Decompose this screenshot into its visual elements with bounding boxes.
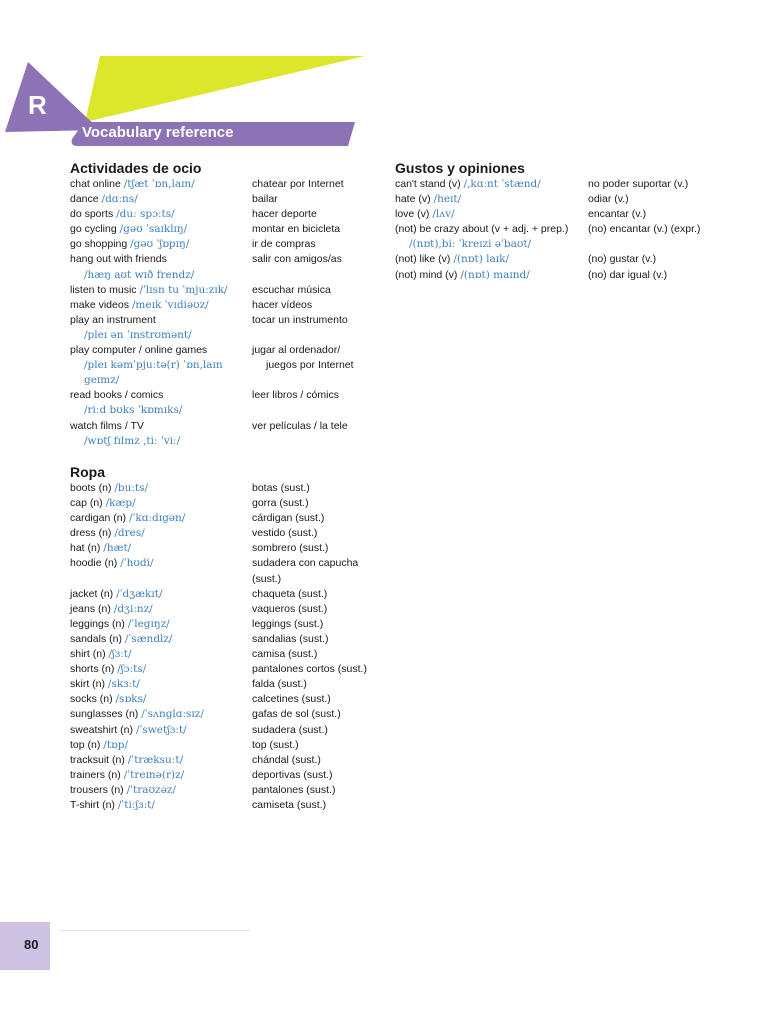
list-item: jeans (n) /dʒiːnz/ vaqueros (sust.) <box>70 602 328 615</box>
list-item: hang out with friends salir con amigos/as <box>70 253 342 266</box>
list-item: skirt (n) /skɜːt/ falda (sust.) <box>70 678 307 691</box>
list-item: play computer / online games jugar al ordenador/ <box>70 344 341 357</box>
badge-letter: R <box>28 90 47 120</box>
list-item: shorts (n) /ʃɔːts/ pantalones cortos (sust.) <box>70 663 367 676</box>
list-item: boots (n) /buːts/ botas (sust.) <box>70 482 310 494</box>
list-item: love (v) /lʌv/ encantar (v.) <box>395 208 647 221</box>
list-item: top (n) /tɒp/ top (sust.) <box>70 738 299 751</box>
list-item: go shopping /gəʊ ˈʃɒpɪŋ/ ir de compras <box>70 238 316 251</box>
list-item: sweatshirt (n) /ˈswetʃɜːt/ sudadera (sust.) <box>70 723 328 736</box>
list-item: T-shirt (n) /ˈtiːʃɜːt/ camiseta (sust.) <box>70 798 327 811</box>
list-item-continued: /hæŋ aʊt wɪð frendz/ <box>84 268 195 281</box>
list-item: hat (n) /hæt/ sombrero (sust.) <box>70 542 329 555</box>
list-item-continued: /pleɪ ən ˈɪnstrʊmənt/ <box>84 328 192 341</box>
list-item-continued: /pleɪ kəmˈpjuːtə(r) ˈɒn,laɪn juegos por Internet <box>84 359 354 372</box>
leisure-list <box>70 177 380 449</box>
list-item: (not) be crazy about (v + adj. + prep.) (no) encantar (v.) (expr.) <box>395 223 701 236</box>
page-number: 80 <box>24 937 39 952</box>
list-item: hate (v) /heɪt/ odiar (v.) <box>395 193 629 206</box>
list-item: tracksuit (n) /ˈtræksuːt/ chándal (sust.) <box>70 753 321 766</box>
list-item: cap (n) /kæp/ gorra (sust.) <box>70 497 309 510</box>
list-item: jacket (n) /ˈdʒækɪt/ chaqueta (sust.) <box>70 587 328 600</box>
footer-divider <box>60 930 250 931</box>
list-item-continued: geɪmz/ <box>84 374 120 387</box>
list-item: play an instrument tocar un instrumento <box>70 313 348 326</box>
list-item: cardigan (n) /ˈkɑːdɪgən/ cárdigan (sust.) <box>70 512 325 525</box>
opinions-list <box>395 177 720 283</box>
list-item: listen to music /ˈlɪsn tu ˈmjuːzɪk/ escuchar música <box>70 283 331 296</box>
opinions-heading: Gustos y opiniones <box>395 160 525 176</box>
list-item-continued: /riːd bʊks ˈkɒmɪks/ <box>84 404 183 417</box>
section-title: Vocabulary reference <box>82 124 234 141</box>
list-item: trainers (n) /ˈtreɪnə(r)z/ deportivas (sust.) <box>70 768 333 781</box>
leisure-heading: Actividades de ocio <box>70 160 202 176</box>
list-item: watch films / TV ver películas / la tele <box>70 419 348 432</box>
list-item: go cycling /gəʊ ˈsaɪklɪŋ/ montar en bicicleta <box>70 223 341 236</box>
list-item: dance /dɑːns/ bailar <box>70 193 278 206</box>
list-item: sandals (n) /ˈsændlz/ sandalias (sust.) <box>70 632 329 645</box>
list-item: read books / comics leer libros / cómics <box>70 389 339 402</box>
list-item: chat online /tʃæt ˈɒn,laɪn/ chatear por Internet <box>70 178 344 190</box>
list-item: shirt (n) /ʃɜːt/ camisa (sust.) <box>70 648 318 661</box>
list-item: make videos /meɪk ˈvɪdiəʊz/ hacer vídeos <box>70 298 313 311</box>
list-item: (not) like (v) /(nɒt) laɪk/ (no) gustar (v.) <box>395 253 657 266</box>
list-item: hoodie (n) /ˈhʊdi/ sudadera con capucha <box>70 557 359 570</box>
list-item: sunglasses (n) /ˈsʌnglɑːsɪz/ gafas de sol (sust.) <box>70 708 341 721</box>
clothes-heading: Ropa <box>70 464 105 480</box>
list-item: trousers (n) /ˈtraʊzəz/ pantalones (sust.) <box>70 783 336 796</box>
list-item-continued: /(nɒt),biː ˈkreɪzi əˈbaʊt/ <box>409 238 532 251</box>
list-item: can't stand (v) /,kɑːnt ˈstænd/ no poder suportar (v.) <box>395 178 689 190</box>
list-item: socks (n) /sɒks/ calcetines (sust.) <box>70 693 331 706</box>
list-item: (not) mind (v) /(nɒt) maɪnd/ (no) dar igual (v.) <box>395 268 668 281</box>
list-item-continued: (sust.) <box>252 572 282 585</box>
list-item: leggings (n) /ˈlegɪŋz/ leggings (sust.) <box>70 617 324 630</box>
badge-triangle <box>5 62 100 132</box>
list-item: dress (n) /dres/ vestido (sust.) <box>70 527 318 540</box>
list-item: do sports /duː spɔːts/ hacer deporte <box>70 208 317 221</box>
lime-banner-shape <box>85 56 365 122</box>
clothes-list <box>70 481 380 813</box>
list-item-continued: /wɒtʃ fɪlmz ,tiː ˈviː/ <box>84 434 181 447</box>
